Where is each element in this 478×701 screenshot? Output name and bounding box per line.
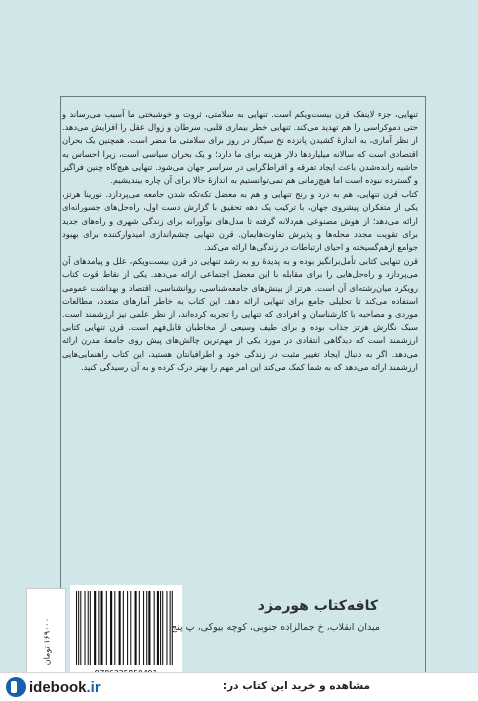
price-box <box>26 588 66 684</box>
barcode <box>70 585 182 685</box>
blurb-text <box>62 108 418 375</box>
barcode-bars <box>76 591 176 665</box>
footer-banner[interactable] <box>0 672 478 701</box>
footer-text: مشاهده و خرید این کتاب در: <box>222 680 370 692</box>
logo-text: idebook.ir <box>29 678 101 696</box>
logo-icon <box>6 677 26 697</box>
price-label: ۱۶۹۰۰۰ تومان <box>42 618 52 666</box>
blurb-paragraph-3: قرن تنهایی کتابی تأمل‌برانگیز بوده و به پدیدهٔ رو به رشد تنهایی در قرن بیست‌ویکم، علل و پیامدهای آن می‌پردازد و راه‌حل‌هایی را برای مقابله با این معضل اجتماعی ارائه می‌دهد. یکی از نقاط قوت کتاب رویکرد میان‌رشته‌ای آن است. هرتز از بینش‌های جامعه‌شناسی، روانشناسی، اقتصاد و بهداشت عمومی استفاده می‌کند تا تحلیلی جامع برای تنهایی ارائه دهد. این کتاب به خاطر آمارهای متعدد، مطالعات موردی و مصاحبه با کارشناسان و افرادی که تنهایی را تجربه کرده‌اند، از نظر علمی نیز ارزشمند است. سبک نگارش هرتز جذاب بوده و برای طیف وسیعی از مخاطبان قابل‌فهم است. قرن تنهایی کتابی ارزشمند است که دیدگاهی انتقادی در مورد یکی از مهم‌ترین چالش‌های پیش روی جامعهٔ مدرن ارائه می‌دهد. اگر به دنبال ایجاد تغییر مثبت در زندگی خود و اطرافیانتان هستید، این کتاب راهنمایی‌هایی ارزشمند ارائه می‌دهد که به شما کمک می‌کند این امر مهم را بهتر درک کرده و به آن رسیدگی کنید. <box>62 256 418 372</box>
publisher-address: میدان انقلاب، خ جمالزاده جنوبی، کوچه بیوکی، پ پنج <box>170 622 380 633</box>
blurb-paragraph-2: کتاب قرن تنهایی، هم به درد و رنج تنهایی و هم به معضل تکه‌تکه شدن جامعه می‌پردازد. نورینا هرتز، یکی از متفکران پیشروی جهان، با ترکیب یک دهه تحقیق با گزارش دست اول، راه‌حل‌های جسورانه‌ای ارائه می‌دهد؛ از هوش مصنوعی هم‌دلانه گرفته تا مدل‌های نوآورانه برای زندگی شهری و راه‌های جدید برای تقویت مجدد محله‌ها و پذیرش تفاوت‌هایمان. قرن تنهایی چشم‌اندازی امیدوارکننده برای بهبود جوامع ازهم‌گسیخته و احیای ارتباطات در زندگی‌ها ارائه می‌کند. <box>62 189 418 253</box>
publisher-name: کافه‌کتاب هورمزد <box>257 598 378 614</box>
blurb-paragraph-1: تنهایی، جزء لاینفک قرن بیست‌ویکم است. تنهایی به سلامتی، ثروت و خوشبختی ما آسیب می‌رساند و حتی دموکراسی را هم تهدید می‌کند. تنهایی خطر بیماری قلبی، سرطان و زوال عقل را افزایش می‌دهد. از نظر آماری، به اندازهٔ کشیدن پانزده نخ سیگار در روز برای سلامتی ما مضر است. همچنین یک بحران اقتصادی است که سالانه میلیاردها دلار هزینه برای ما دارد؛ و یک بحران سیاسی است، زیرا احساس به حاشیه رانده‌شدن باعث ایجاد تفرقه و افراط‌گرایی در سراسر جهان می‌شود. تنهایی هیچ‌گاه چنین فراگیر و گسترده نبوده است اما هیچ‌زمانی هم نمی‌توانستیم به اندازهٔ حالا برای آن چاره بیندیشیم. <box>62 109 418 186</box>
idebook-logo[interactable] <box>6 676 101 698</box>
